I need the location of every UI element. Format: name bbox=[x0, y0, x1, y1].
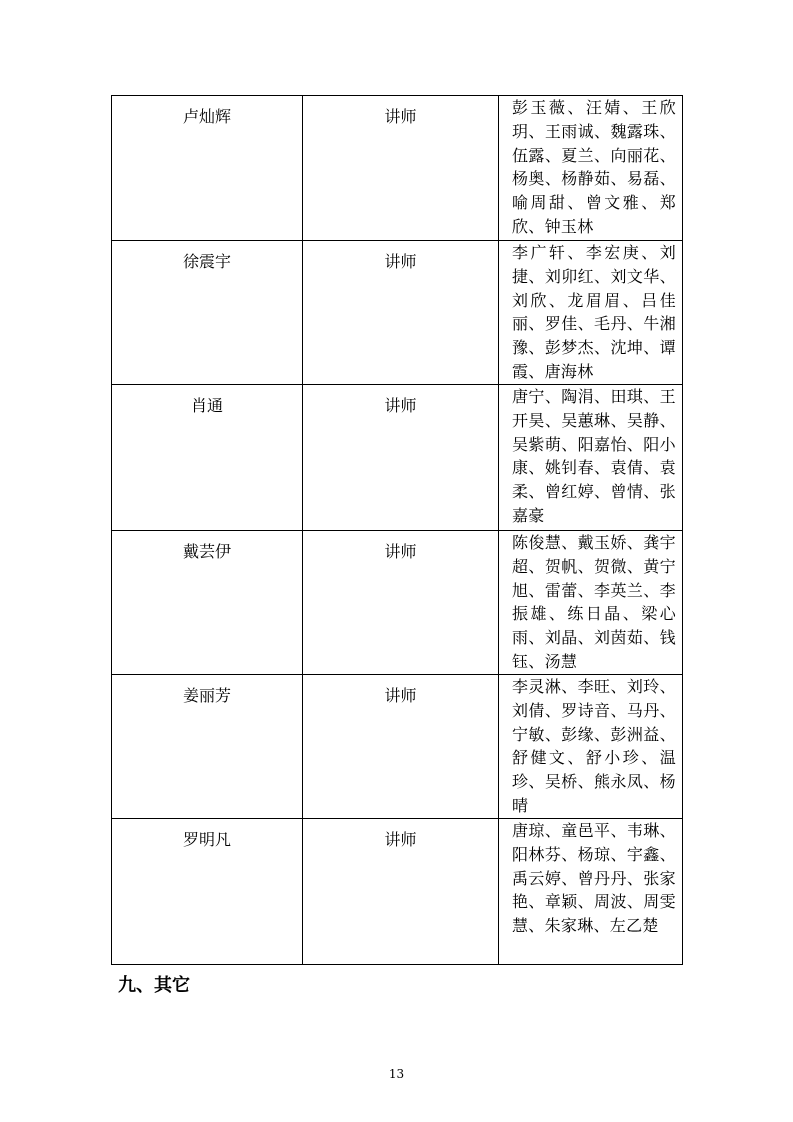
advisor-name: 戴芸伊 bbox=[112, 531, 303, 675]
table-row bbox=[112, 385, 683, 531]
page-number: 13 bbox=[388, 1067, 405, 1081]
advisor-title: 讲师 bbox=[303, 385, 499, 531]
table-row bbox=[112, 241, 683, 385]
advisor-title: 讲师 bbox=[303, 819, 499, 965]
advisor-title: 讲师 bbox=[303, 675, 499, 819]
advisor-name: 徐震宇 bbox=[112, 241, 303, 385]
table-row bbox=[112, 531, 683, 675]
advisor-title: 讲师 bbox=[303, 531, 499, 675]
student-list: 唐宁、陶涓、田琪、王开昊、吴蕙琳、吴静、吴紫萌、阳嘉怡、阳小康、姚钊春、袁倩、袁柔、曾红婷、曾情、张嘉豪 bbox=[499, 385, 683, 531]
section-heading: 九、其它 bbox=[118, 975, 190, 996]
advisor-title: 讲师 bbox=[303, 241, 499, 385]
advisor-name: 卢灿辉 bbox=[112, 96, 303, 241]
advisor-name: 肖通 bbox=[112, 385, 303, 531]
table-row bbox=[112, 819, 683, 965]
student-list: 唐琼、童邑平、韦琳、阳林芬、杨琼、宇鑫、禹云婷、曾丹丹、张家艳、章颖、周波、周雯慧、朱家琳、左乙楚 bbox=[499, 819, 683, 965]
advisor-name: 罗明凡 bbox=[112, 819, 303, 965]
student-list: 李灵淋、李旺、刘玲、刘倩、罗诗音、马丹、宁敏、彭缘、彭洲益、舒健文、舒小珍、温珍、吴桥、熊永凤、杨晴 bbox=[499, 675, 683, 819]
student-list: 李广轩、李宏庚、刘捷、刘卯红、刘文华、刘欣、龙眉眉、吕佳丽、罗佳、毛丹、牛湘豫、彭梦杰、沈坤、谭霞、唐海林 bbox=[499, 241, 683, 385]
table-row bbox=[112, 675, 683, 819]
table-row bbox=[112, 96, 683, 241]
advisor-name: 姜丽芳 bbox=[112, 675, 303, 819]
student-list: 彭玉薇、汪婧、王欣玥、王雨诚、魏露珠、伍露、夏兰、向丽花、杨奥、杨静茹、易磊、喻周甜、曾文雅、郑欣、钟玉林 bbox=[499, 96, 683, 241]
advisor-table bbox=[111, 95, 683, 965]
student-list: 陈俊慧、戴玉娇、龚宇超、贺帆、贺微、黄宁旭、雷蕾、李英兰、李振雄、练日晶、梁心雨、刘晶、刘茵茹、钱钰、汤慧 bbox=[499, 531, 683, 675]
advisor-title: 讲师 bbox=[303, 96, 499, 241]
